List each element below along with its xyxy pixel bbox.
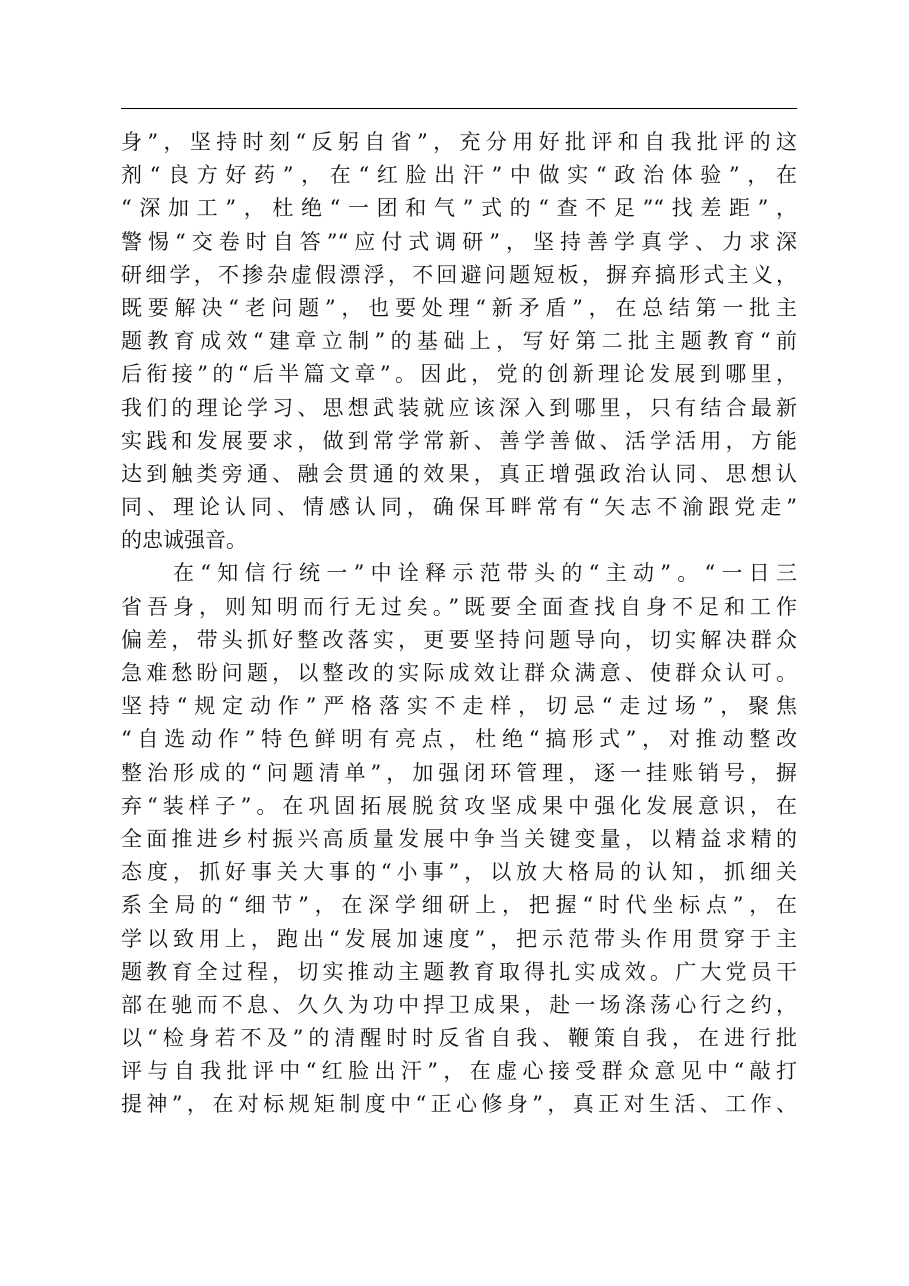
- text-line: 学以致用上，跑出“发展加速度”，把示范带头作用贯穿于主: [121, 926, 797, 951]
- text-line: 的忠诚强音。: [121, 528, 247, 553]
- text-line: 偏差，带头抓好整改落实，更要坚持问题导向，切实解决群众: [121, 627, 797, 652]
- text-line: 题教育成效“建章立制”的基础上，写好第二批主题教育“前: [121, 329, 797, 354]
- text-line: “自选动作”特色鲜明有亮点，杜绝“搞形式”，对推动整改: [121, 727, 797, 752]
- text-line: 剂“良方好药”，在“红脸出汗”中做实“政治体验”，在: [121, 163, 797, 188]
- text-line: “深加工”，杜绝“一团和气”式的“查不足”“找差距”，: [121, 196, 797, 221]
- paragraph-1: [121, 126, 797, 557]
- document-body: [121, 126, 797, 1122]
- text-line: 系全局的“细节”，在深学细研上，把握“时代坐标点”，在: [121, 893, 797, 918]
- text-line: 态度，抓好事关大事的“小事”，以放大格局的认知，抓细关: [121, 860, 797, 885]
- text-line: 后衔接”的“后半篇文章”。因此，党的创新理论发展到哪里，: [121, 362, 797, 387]
- text-line: 在“知信行统一”中诠释示范带头的“主动”。“一日三: [173, 561, 797, 586]
- text-line: 急难愁盼问题，以整改的实际成效让群众满意、使群众认可。: [121, 661, 797, 685]
- text-line: 提神”，在对标规矩制度中“正心修身”，真正对生活、工作、: [121, 1092, 797, 1117]
- text-line: 以“检身若不及”的清醒时时反省自我、鞭策自我，在进行批: [121, 1026, 797, 1051]
- text-line: 实践和发展要求，做到常学常新、善学善做、活学活用，方能: [121, 428, 797, 453]
- text-line: 全面推进乡村振兴高质量发展中争当关键变量，以精益求精的: [121, 826, 797, 851]
- header-rule: [121, 108, 797, 109]
- text-line: 既要解决“老问题”，也要处理“新矛盾”，在总结第一批主: [121, 295, 797, 320]
- text-line: 我们的理论学习、思想武装就应该深入到哪里，只有结合最新: [121, 395, 797, 420]
- text-line: 同、理论认同、情感认同，确保耳畔常有“矢志不渝跟党走”: [121, 495, 797, 520]
- text-line: 达到触类旁通、融会贯通的效果，真正增强政治认同、思想认: [121, 461, 797, 486]
- text-line: 身”，坚持时刻“反躬自省”，充分用好批评和自我批评的这: [121, 130, 797, 154]
- text-line: 整治形成的“问题清单”，加强闭环管理，逐一挂账销号，摒: [121, 760, 797, 785]
- text-line: 省吾身，则知明而行无过矣。”既要全面查找自身不足和工作: [121, 594, 797, 619]
- paragraph-2: [121, 557, 797, 1121]
- text-line: 题教育全过程，切实推动主题教育取得扎实成效。广大党员干: [121, 959, 797, 984]
- text-line: 部在驰而不息、久久为功中捍卫成果，赴一场涤荡心行之约，: [121, 992, 797, 1017]
- text-line: 评与自我批评中“红脸出汗”，在虚心接受群众意见中“敲打: [121, 1059, 797, 1084]
- text-line: 研细学，不掺杂虚假漂浮，不回避问题短板，摒弃搞形式主义，: [121, 262, 797, 287]
- text-line: 警惕“交卷时自答”“应付式调研”，坚持善学真学、力求深: [121, 229, 797, 254]
- text-line: 弃“装样子”。在巩固拓展脱贫攻坚成果中强化发展意识，在: [121, 793, 797, 818]
- text-line: 坚持“规定动作”严格落实不走样，切忌“走过场”，聚焦: [121, 694, 797, 719]
